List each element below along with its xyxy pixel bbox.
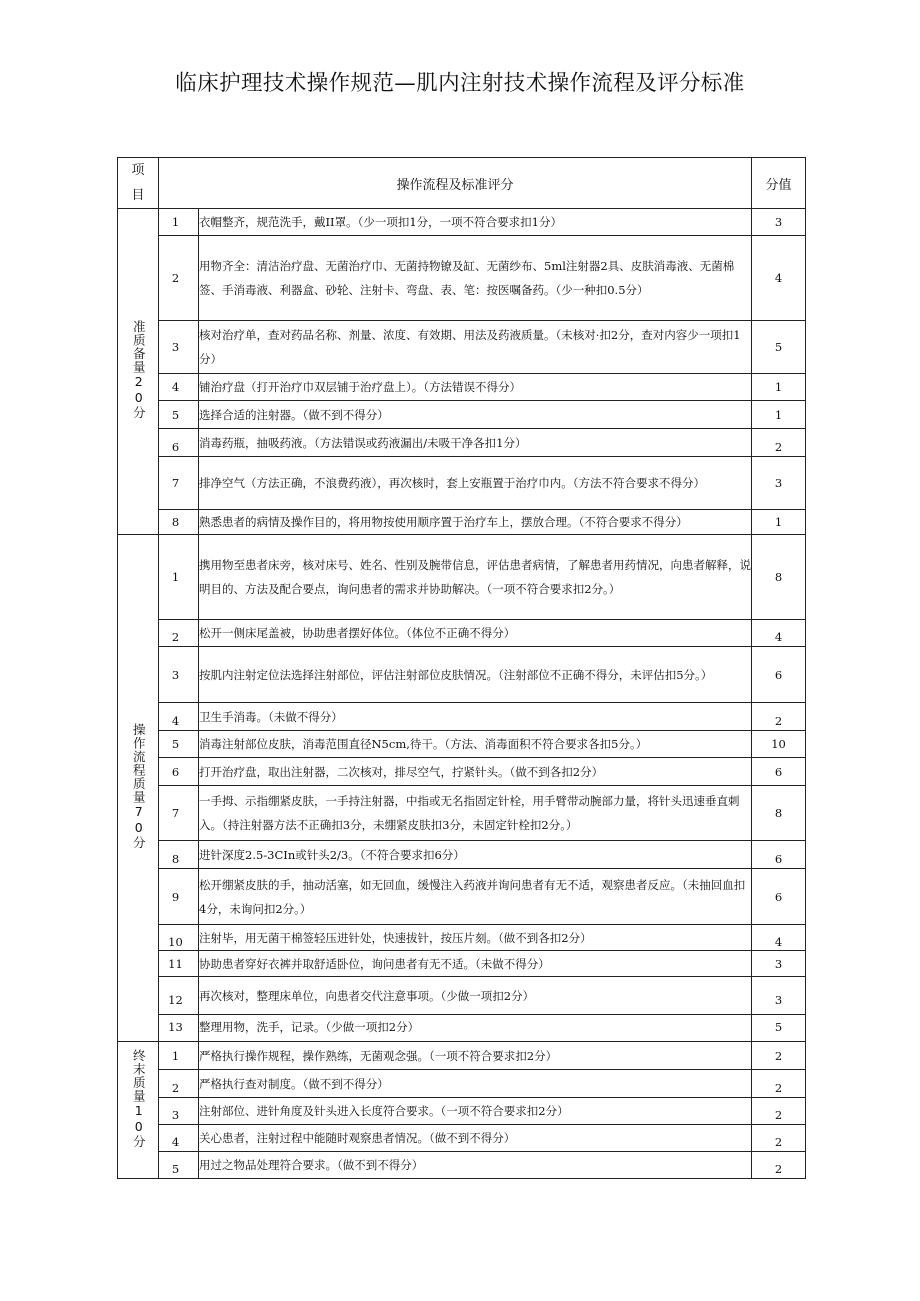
row-text: 整理用物，洗手，记录。（少做一项扣2分）	[199, 1015, 752, 1042]
row-score: 2	[752, 1125, 806, 1152]
row-text: 严格执行查对制度。（做不到不得分）	[199, 1070, 752, 1098]
table-row	[118, 841, 806, 869]
row-text: 消毒注射部位皮肤，消毒范围直径N5cm,待干。（方法、消毒面积不符合要求各扣5分。）	[199, 731, 752, 758]
row-text: 进针深度2.5-3CIn或针头2/3。（不符合要求扣6分）	[199, 841, 752, 869]
row-number: 9	[159, 869, 199, 925]
row-score: 3	[752, 209, 806, 236]
row-number: 8	[159, 841, 199, 869]
row-score: 3	[752, 457, 806, 510]
table-row	[118, 869, 806, 925]
table-row	[118, 925, 806, 951]
row-number: 5	[159, 731, 199, 758]
row-score: 6	[752, 869, 806, 925]
table-row	[118, 758, 806, 786]
row-text: 关心患者，注射过程中能随时观察患者情况。（做不到不得分）	[199, 1125, 752, 1152]
row-score: 2	[752, 1042, 806, 1070]
row-score: 1	[752, 401, 806, 429]
table-row	[118, 236, 806, 321]
table-row	[118, 209, 806, 236]
row-number: 10	[159, 925, 199, 951]
header-project: 项 目	[118, 158, 159, 209]
row-number: 13	[159, 1015, 199, 1042]
row-text: 按肌内注射定位法选择注射部位，评估注射部位皮肤情况。（注射部位不正确不得分，未评估扣5分。）	[199, 647, 752, 703]
table-row	[118, 647, 806, 703]
row-score: 2	[752, 703, 806, 731]
row-text: 松开绷紧皮肤的手，抽动活塞，如无回血，缓慢注入药液并询问患者有无不适，观察患者反应。（未抽回血扣4分，未询问扣2分。）	[199, 869, 752, 925]
row-text: 松开一侧床尾盖被，协助患者摆好体位。（体位不正确不得分）	[199, 620, 752, 647]
row-score: 6	[752, 841, 806, 869]
table-row	[118, 1015, 806, 1042]
scoring-table	[117, 157, 806, 1179]
row-score: 5	[752, 321, 806, 374]
row-text: 铺治疗盘（打开治疗巾双层铺于治疗盘上）。（方法错误不得分）	[199, 374, 752, 401]
page-title: 临床护理技术操作规范—肌内注射技术操作流程及评分标准	[175, 71, 745, 96]
header-score: 分值	[752, 158, 806, 209]
row-score: 4	[752, 925, 806, 951]
row-text: 一手拇、示指绷紧皮肤，一手持注射器，中指或无名指固定针栓，用手臂带动腕部力量，将针头迅速垂直刺入。（持注射器方法不正确扣3分，未绷紧皮肤扣3分，未固定针栓扣2分。）	[199, 786, 752, 841]
row-score: 2	[752, 1098, 806, 1125]
row-score: 8	[752, 535, 806, 620]
row-number: 3	[159, 1098, 199, 1125]
table-row	[118, 401, 806, 429]
row-text: 注射部位、进针角度及针头进入长度符合要求。（一项不符合要求扣2分）	[199, 1098, 752, 1125]
table-row	[118, 1125, 806, 1152]
table-row	[118, 457, 806, 510]
row-text: 严格执行操作规程，操作熟练，无菌观念强。（一项不符合要求扣2分）	[199, 1042, 752, 1070]
table-row	[118, 703, 806, 731]
table-row	[118, 374, 806, 401]
table-row	[118, 510, 806, 535]
row-score: 2	[752, 429, 806, 457]
row-number: 2	[159, 236, 199, 321]
table-row	[118, 1152, 806, 1179]
table-row	[118, 977, 806, 1015]
row-text: 核对治疗单，查对药品名称、剂量、浓度、有效期、用法及药液质量。（未核对·扣2分，查对内容少一项扣1分）	[199, 321, 752, 374]
table-row	[118, 951, 806, 977]
row-score: 6	[752, 647, 806, 703]
row-number: 8	[159, 510, 199, 535]
row-score: 2	[752, 1152, 806, 1179]
table-row	[118, 321, 806, 374]
row-score: 4	[752, 236, 806, 321]
row-number: 2	[159, 620, 199, 647]
row-score: 3	[752, 977, 806, 1015]
row-number: 7	[159, 457, 199, 510]
row-number: 4	[159, 1125, 199, 1152]
section-label-preparation: 准质备量20分	[118, 209, 159, 535]
row-number: 11	[159, 951, 199, 977]
row-number: 3	[159, 647, 199, 703]
table-row	[118, 535, 806, 620]
row-text: 携用物至患者床旁，核对床号、姓名、性别及腕带信息，评估患者病情，了解患者用药情况，向患者解释，说明目的、方法及配合要点，询问患者的需求并协助解决。（一项不符合要求扣2分。）	[199, 535, 752, 620]
header-process: 操作流程及标准评分	[159, 158, 752, 209]
row-score: 5	[752, 1015, 806, 1042]
row-score: 8	[752, 786, 806, 841]
table-row	[118, 1098, 806, 1125]
row-score: 3	[752, 951, 806, 977]
row-number: 5	[159, 1152, 199, 1179]
row-text: 熟悉患者的病情及操作目的，将用物按使用顺序置于治疗车上，摆放合理。（不符合要求不得分）	[199, 510, 752, 535]
row-text: 协助患者穿好衣裤并取舒适卧位，询问患者有无不适。（未做不得分）	[199, 951, 752, 977]
row-text: 打开治疗盘，取出注射器，二次核对，排尽空气，拧紧针头。（做不到各扣2分）	[199, 758, 752, 786]
row-score: 1	[752, 510, 806, 535]
row-text: 再次核对，整理床单位，向患者交代注意事项。（少做一项扣2分）	[199, 977, 752, 1015]
table-row	[118, 786, 806, 841]
section-label-final: 终末质量10分	[118, 1042, 159, 1179]
table-row	[118, 731, 806, 758]
row-score: 6	[752, 758, 806, 786]
row-number: 5	[159, 401, 199, 429]
row-text: 用物齐全：清洁治疗盘、无菌治疗巾、无菌持物镣及缸、无菌纱布、5ml注射器2具、皮肤消毒液、无菌棉签、手消毒液、利器盒、砂轮、注射卡、弯盘、表、笔：按医嘱备药。（少一种扣0.5分）	[199, 236, 752, 321]
row-number: 6	[159, 429, 199, 457]
row-text: 选择合适的注射器。（做不到不得分）	[199, 401, 752, 429]
row-number: 7	[159, 786, 199, 841]
row-number: 2	[159, 1070, 199, 1098]
section-label-process: 操作流程质量70分	[118, 535, 159, 1042]
table-row	[118, 1070, 806, 1098]
row-text: 衣帽整齐，规范洗手，戴II罩。（少一项扣1分，一项不符合要求扣1分）	[199, 209, 752, 236]
row-text: 注射毕，用无菌干棉签轻压进针处，快速拔针，按压片刻。（做不到各扣2分）	[199, 925, 752, 951]
table-row	[118, 1042, 806, 1070]
row-number: 12	[159, 977, 199, 1015]
row-number: 4	[159, 703, 199, 731]
table-row	[118, 429, 806, 457]
row-number: 1	[159, 1042, 199, 1070]
row-number: 6	[159, 758, 199, 786]
row-number: 1	[159, 535, 199, 620]
header-row	[118, 158, 806, 209]
table-row	[118, 620, 806, 647]
row-text: 消毒药瓶，抽吸药液。（方法错误或药液漏出/未吸干净各扣1分）	[199, 429, 752, 457]
row-text: 用过之物品处理符合要求。（做不到不得分）	[199, 1152, 752, 1179]
row-text: 排净空气（方法正确，不浪费药液），再次核时，套上安瓶置于治疗巾内。（方法不符合要求不得分）	[199, 457, 752, 510]
row-number: 4	[159, 374, 199, 401]
row-score: 10	[752, 731, 806, 758]
row-number: 3	[159, 321, 199, 374]
row-text: 卫生手消毒。（未做不得分）	[199, 703, 752, 731]
row-number: 1	[159, 209, 199, 236]
row-score: 4	[752, 620, 806, 647]
row-score: 2	[752, 1070, 806, 1098]
row-score: 1	[752, 374, 806, 401]
